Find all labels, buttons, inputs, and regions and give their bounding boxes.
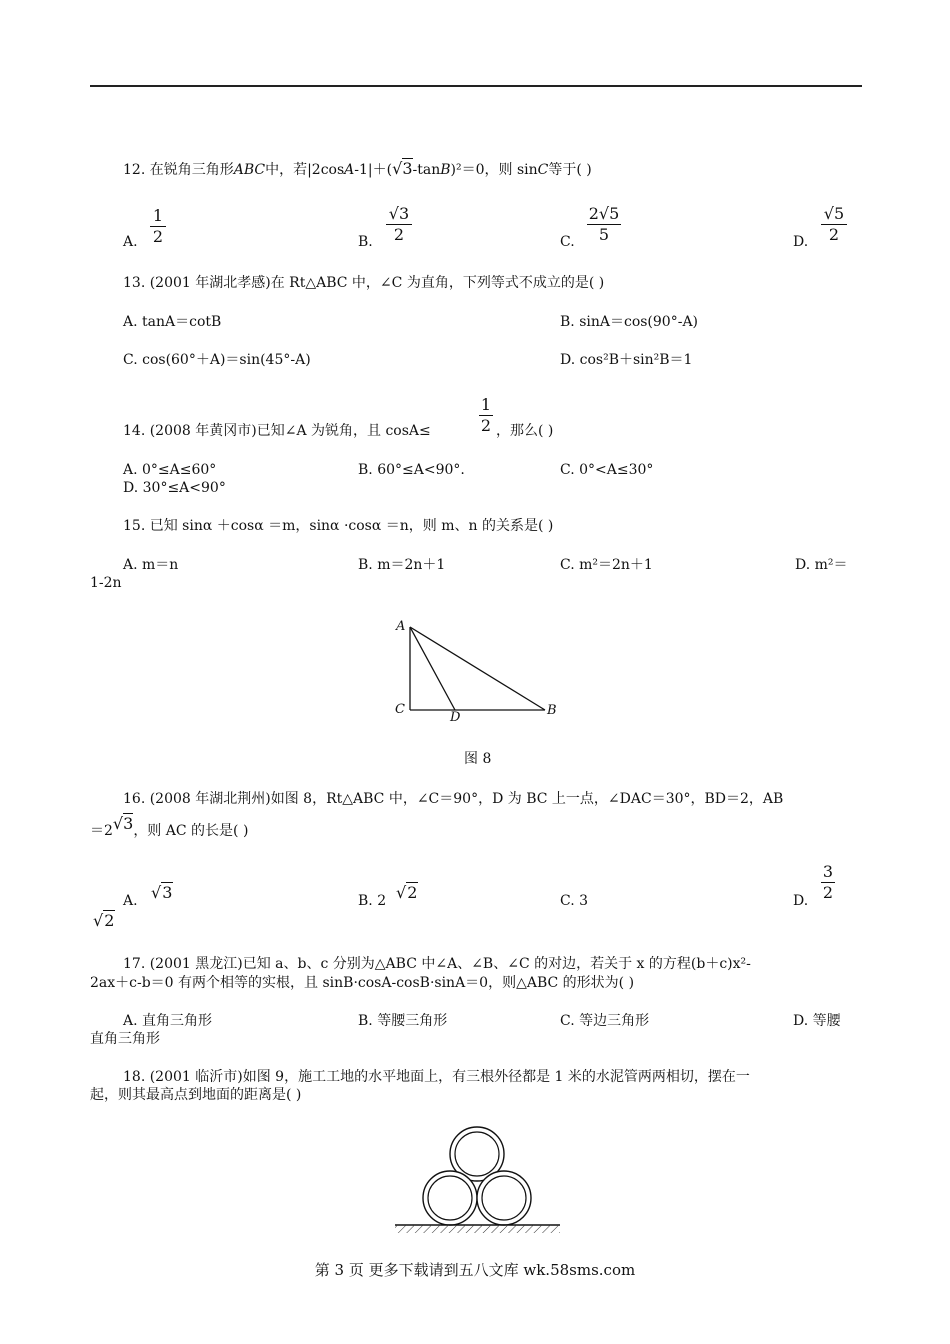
q15-stem: 15. 已知 sinα ＋cosα ＝m，sinα ·cosα ＝n，则 m、n 的关系是( )	[123, 518, 554, 534]
q15-option-d: D. m²＝	[795, 557, 848, 573]
q14-option-d: D. 30°≤A<90°	[123, 480, 226, 496]
q17-option-d-continued: 直角三角形	[90, 1031, 160, 1047]
q12-fraction-c: 2√5 5	[588, 204, 620, 244]
q16-option-a: A.	[123, 893, 138, 909]
q15-option-c: C. m²＝2n＋1	[560, 557, 653, 573]
q13-option-b: B. sinA＝cos(90°-A)	[560, 314, 699, 330]
q17-option-b: B. 等腰三角形	[358, 1013, 448, 1029]
q16-option-b-value: √2	[396, 883, 418, 902]
q13-option-d: D. cos²B＋sin²B＝1	[560, 352, 693, 368]
figure-9-pipes	[390, 1122, 565, 1237]
q14-option-c: C. 0°<A≤30°	[560, 462, 654, 478]
fig8-caption: 图 8	[464, 751, 492, 767]
header-rule	[90, 85, 862, 87]
page-footer: 第 3 页 更多下载请到五八文库 wk.58sms.com	[314, 1261, 636, 1279]
q15-option-a: A. m＝n	[123, 557, 179, 573]
q13-option-a: A. tanA＝cotB	[123, 314, 222, 330]
q12-option-b: B.	[358, 234, 373, 250]
q17-option-c: C. 等边三角形	[560, 1013, 650, 1029]
q12-fraction-b: √3 2	[386, 206, 412, 243]
q16-option-d: D.	[793, 893, 809, 909]
fig8-label-a: A	[396, 619, 406, 634]
q15-option-b: B. m＝2n＋1	[358, 557, 446, 573]
q15-option-d-continued: 1-2n	[90, 575, 122, 591]
q17-option-a: A. 直角三角形	[123, 1013, 213, 1029]
q18-stem-line2: 起，则其最高点到地面的距离是( )	[90, 1087, 302, 1103]
q16-option-d-fraction: 3 2	[822, 862, 834, 902]
q12-fraction-a: 1 2	[150, 208, 166, 245]
fig8-label-d: D	[450, 710, 461, 725]
q12-option-c: C.	[560, 234, 575, 250]
q14-fraction: 1 2	[480, 395, 492, 435]
q12-stem: 12. 在锐角三角形ABC中，若|2cosA-1|＋(√3-tanB)²＝0，则 sinC等于( )	[123, 159, 592, 178]
fig8-label-c: C	[395, 702, 405, 717]
q16-option-c: C. 3	[560, 893, 589, 909]
figure-8-triangle	[390, 615, 565, 720]
q16-option-d-continued: √2	[93, 911, 115, 930]
q12-fraction-d: √5 2	[821, 206, 847, 243]
q17-stem-line2: 2ax＋c-b＝0 有两个相等的实根，且 sinB·cosA-cosB·sinA＝0，则△ABC 的形状为( )	[90, 975, 635, 991]
q16-stem: 16. (2008 年湖北荆州)如图 8，Rt△ABC 中，∠C＝90°，D 为 BC 上一点，∠DAC＝30°，BD＝2，AB	[123, 791, 784, 807]
q14-stem-tail: ，那么( )	[496, 423, 554, 439]
q17-stem-line1: 17. (2001 黑龙江)已知 a、b、c 分别为△ABC 中∠A、∠B、∠C 的对边，若关于 x 的方程(b＋c)x²-	[123, 956, 751, 972]
q16-option-b: B. 2	[358, 893, 387, 909]
q16-stem-line2: ＝2√3，则 AC 的长是( )	[90, 814, 249, 839]
fig8-label-b: B	[547, 703, 557, 718]
q17-option-d: D. 等腰	[793, 1013, 841, 1029]
q14-stem: 14. (2008 年黄冈市)已知∠A 为锐角，且 cosA≤	[123, 423, 431, 439]
q13-stem: 13. (2001 年湖北孝感)在 Rt△ABC 中，∠C 为直角，下列等式不成立的是( )	[123, 275, 605, 291]
q13-option-c: C. cos(60°＋A)＝sin(45°-A)	[123, 352, 311, 368]
q12-option-d: D.	[793, 234, 809, 250]
q18-stem-line1: 18. (2001 临沂市)如图 9，施工工地的水平地面上，有三根外径都是 1 米的水泥管两两相切，摆在一	[123, 1069, 750, 1085]
q16-option-a-value: √3	[151, 883, 173, 902]
q12-option-a: A.	[123, 234, 138, 250]
q14-option-a: A. 0°≤A≤60°	[123, 462, 217, 478]
q14-option-b: B. 60°≤A<90°.	[358, 462, 465, 478]
